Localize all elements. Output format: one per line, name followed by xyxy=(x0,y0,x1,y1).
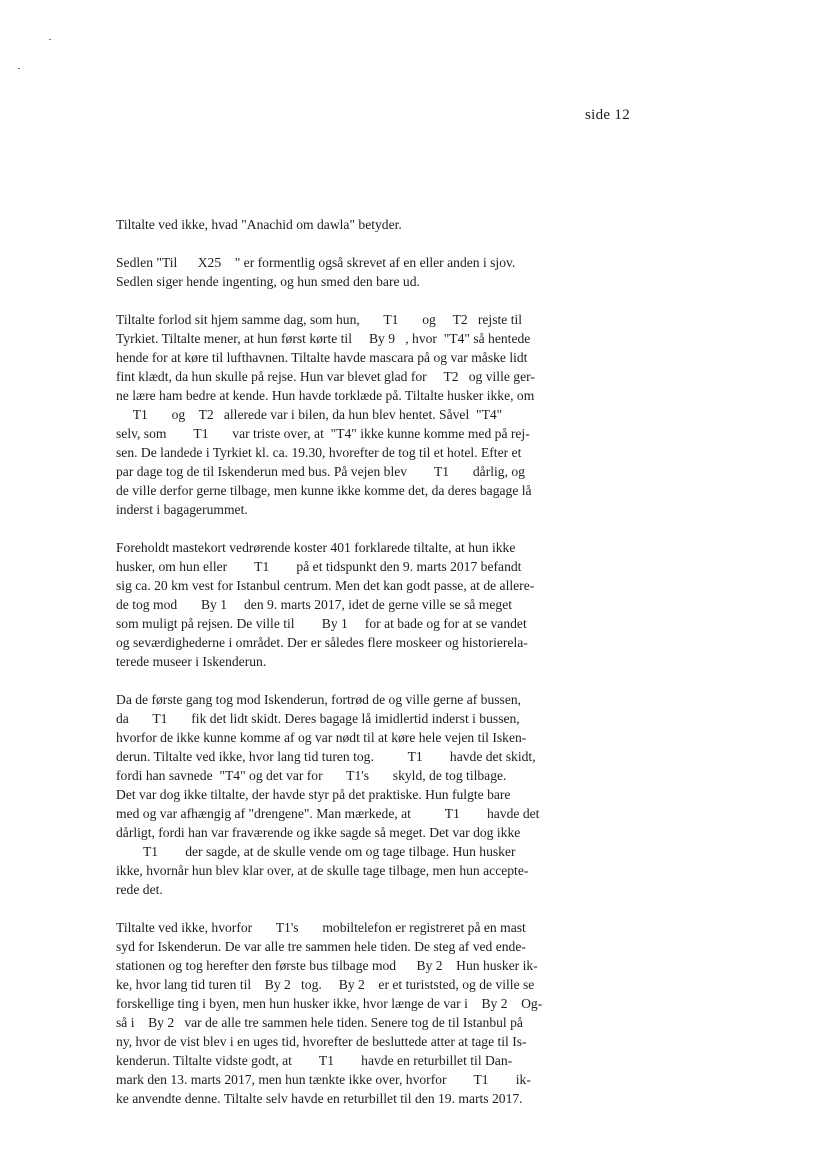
paragraph xyxy=(116,690,586,899)
text-line: Tyrkiet. Tiltalte mener, at hun først kørte til By 9 , hvor "T4" så hentede xyxy=(116,331,531,346)
text-line: Sedlen siger hende ingenting, og hun smed den bare ud. xyxy=(116,274,420,289)
text-line: hvorfor de ikke kunne komme af og var nødt til at køre hele vejen til Isken- xyxy=(116,730,527,745)
paragraph xyxy=(116,253,586,291)
text-line: T1 og T2 allerede var i bilen, da hun blev hentet. Såvel "T4" xyxy=(116,407,503,422)
text-line: ke anvendte denne. Tiltalte selv havde en returbillet til den 19. marts 2017. xyxy=(116,1091,523,1106)
scan-speck xyxy=(18,68,20,69)
text-line: så i By 2 var de alle tre sammen hele tiden. Senere tog de til Istanbul på xyxy=(116,1015,523,1030)
text-line: Tiltalte ved ikke, hvad "Anachid om dawla" betyder. xyxy=(116,217,402,232)
paragraph xyxy=(116,918,586,1108)
text-line: Det var dog ikke tiltalte, der havde styr på det praktiske. Hun fulgte bare xyxy=(116,787,511,802)
text-line: sen. De landede i Tyrkiet kl. ca. 19.30, hvorefter de tog til et hotel. Efter et xyxy=(116,445,522,460)
text-line: fint klædt, da hun skulle på rejse. Hun var blevet glad for T2 og ville ger- xyxy=(116,369,535,384)
text-line: inderst i bagagerummet. xyxy=(116,502,248,517)
text-line: derun. Tiltalte ved ikke, hvor lang tid turen tog. T1 havde det skidt, xyxy=(116,749,536,764)
text-line: og seværdighederne i området. Der er således flere moskeer og historierela- xyxy=(116,635,528,650)
text-line: dårligt, fordi han var fraværende og ikke sagde så meget. Det var dog ikke xyxy=(116,825,521,840)
text-line: par dage tog de til Iskenderun med bus. På vejen blev T1 dårlig, og xyxy=(116,464,525,479)
text-line: sig ca. 20 km vest for Istanbul centrum. Men det kan godt passe, at de allere- xyxy=(116,578,535,593)
text-line: ikke, hvornår hun blev klar over, at de skulle tage tilbage, men hun accepte- xyxy=(116,863,529,878)
text-line: forskellige ting i byen, men hun husker ikke, hvor længe de var i By 2 Og- xyxy=(116,996,543,1011)
page-number: side 12 xyxy=(585,107,631,123)
text-line: terede museer i Iskenderun. xyxy=(116,654,267,669)
text-line: ke, hvor lang tid turen til By 2 tog. By 2 er et turiststed, og de ville se xyxy=(116,977,535,992)
text-line: Da de første gang tog mod Iskenderun, fortrød de og ville gerne af bussen, xyxy=(116,692,522,707)
text-line: Foreholdt mastekort vedrørende koster 401 forklarede tiltalte, at hun ikke xyxy=(116,540,516,555)
text-line: Tiltalte forlod sit hjem samme dag, som hun, T1 og T2 rejste til xyxy=(116,312,523,327)
document-body xyxy=(116,215,586,1127)
text-line: med og var afhængig af "drengene". Man mærkede, at T1 havde det xyxy=(116,806,540,821)
text-line: ny, hvor de vist blev i en uges tid, hvorefter de besluttede atter at tage til Is- xyxy=(116,1034,527,1049)
text-line: mark den 13. marts 2017, men hun tænkte ikke over, hvorfor T1 ik- xyxy=(116,1072,531,1087)
text-line: stationen og tog herefter den første bus tilbage mod By 2 Hun husker ik- xyxy=(116,958,538,973)
paragraph xyxy=(116,310,586,519)
text-line: kenderun. Tiltalte vidste godt, at T1 havde en returbillet til Dan- xyxy=(116,1053,513,1068)
scan-speck xyxy=(49,39,51,40)
text-line: Tiltalte ved ikke, hvorfor T1's mobiltelefon er registreret på en mast xyxy=(116,920,526,935)
text-line: fordi han savnede "T4" og det var for T1's skyld, de tog tilbage. xyxy=(116,768,507,783)
text-line: da T1 fik det lidt skidt. Deres bagage lå imidlertid inderst i bussen, xyxy=(116,711,520,726)
paragraph xyxy=(116,538,586,671)
text-line: som muligt på rejsen. De ville til By 1 for at bade og for at se vandet xyxy=(116,616,527,631)
text-line: rede det. xyxy=(116,882,163,897)
text-line: Sedlen "Til X25 " er formentlig også skrevet af en eller anden i sjov. xyxy=(116,255,516,270)
text-line: de ville derfor gerne tilbage, men kunne ikke komme det, da deres bagage lå xyxy=(116,483,532,498)
text-line: T1 der sagde, at de skulle vende om og tage tilbage. Hun husker xyxy=(116,844,516,859)
text-line: hende for at køre til lufthavnen. Tiltalte havde mascara på og var måske lidt xyxy=(116,350,528,365)
text-line: de tog mod By 1 den 9. marts 2017, idet de gerne ville se så meget xyxy=(116,597,513,612)
text-line: syd for Iskenderun. De var alle tre sammen hele tiden. De steg af ved ende- xyxy=(116,939,526,954)
paragraph xyxy=(116,215,586,234)
text-line: ne lære ham bedre at kende. Hun havde torklæde på. Tiltalte husker ikke, om xyxy=(116,388,535,403)
text-line: selv, som T1 var triste over, at "T4" ikke kunne komme med på rej- xyxy=(116,426,530,441)
text-line: husker, om hun eller T1 på et tidspunkt den 9. marts 2017 befandt xyxy=(116,559,522,574)
